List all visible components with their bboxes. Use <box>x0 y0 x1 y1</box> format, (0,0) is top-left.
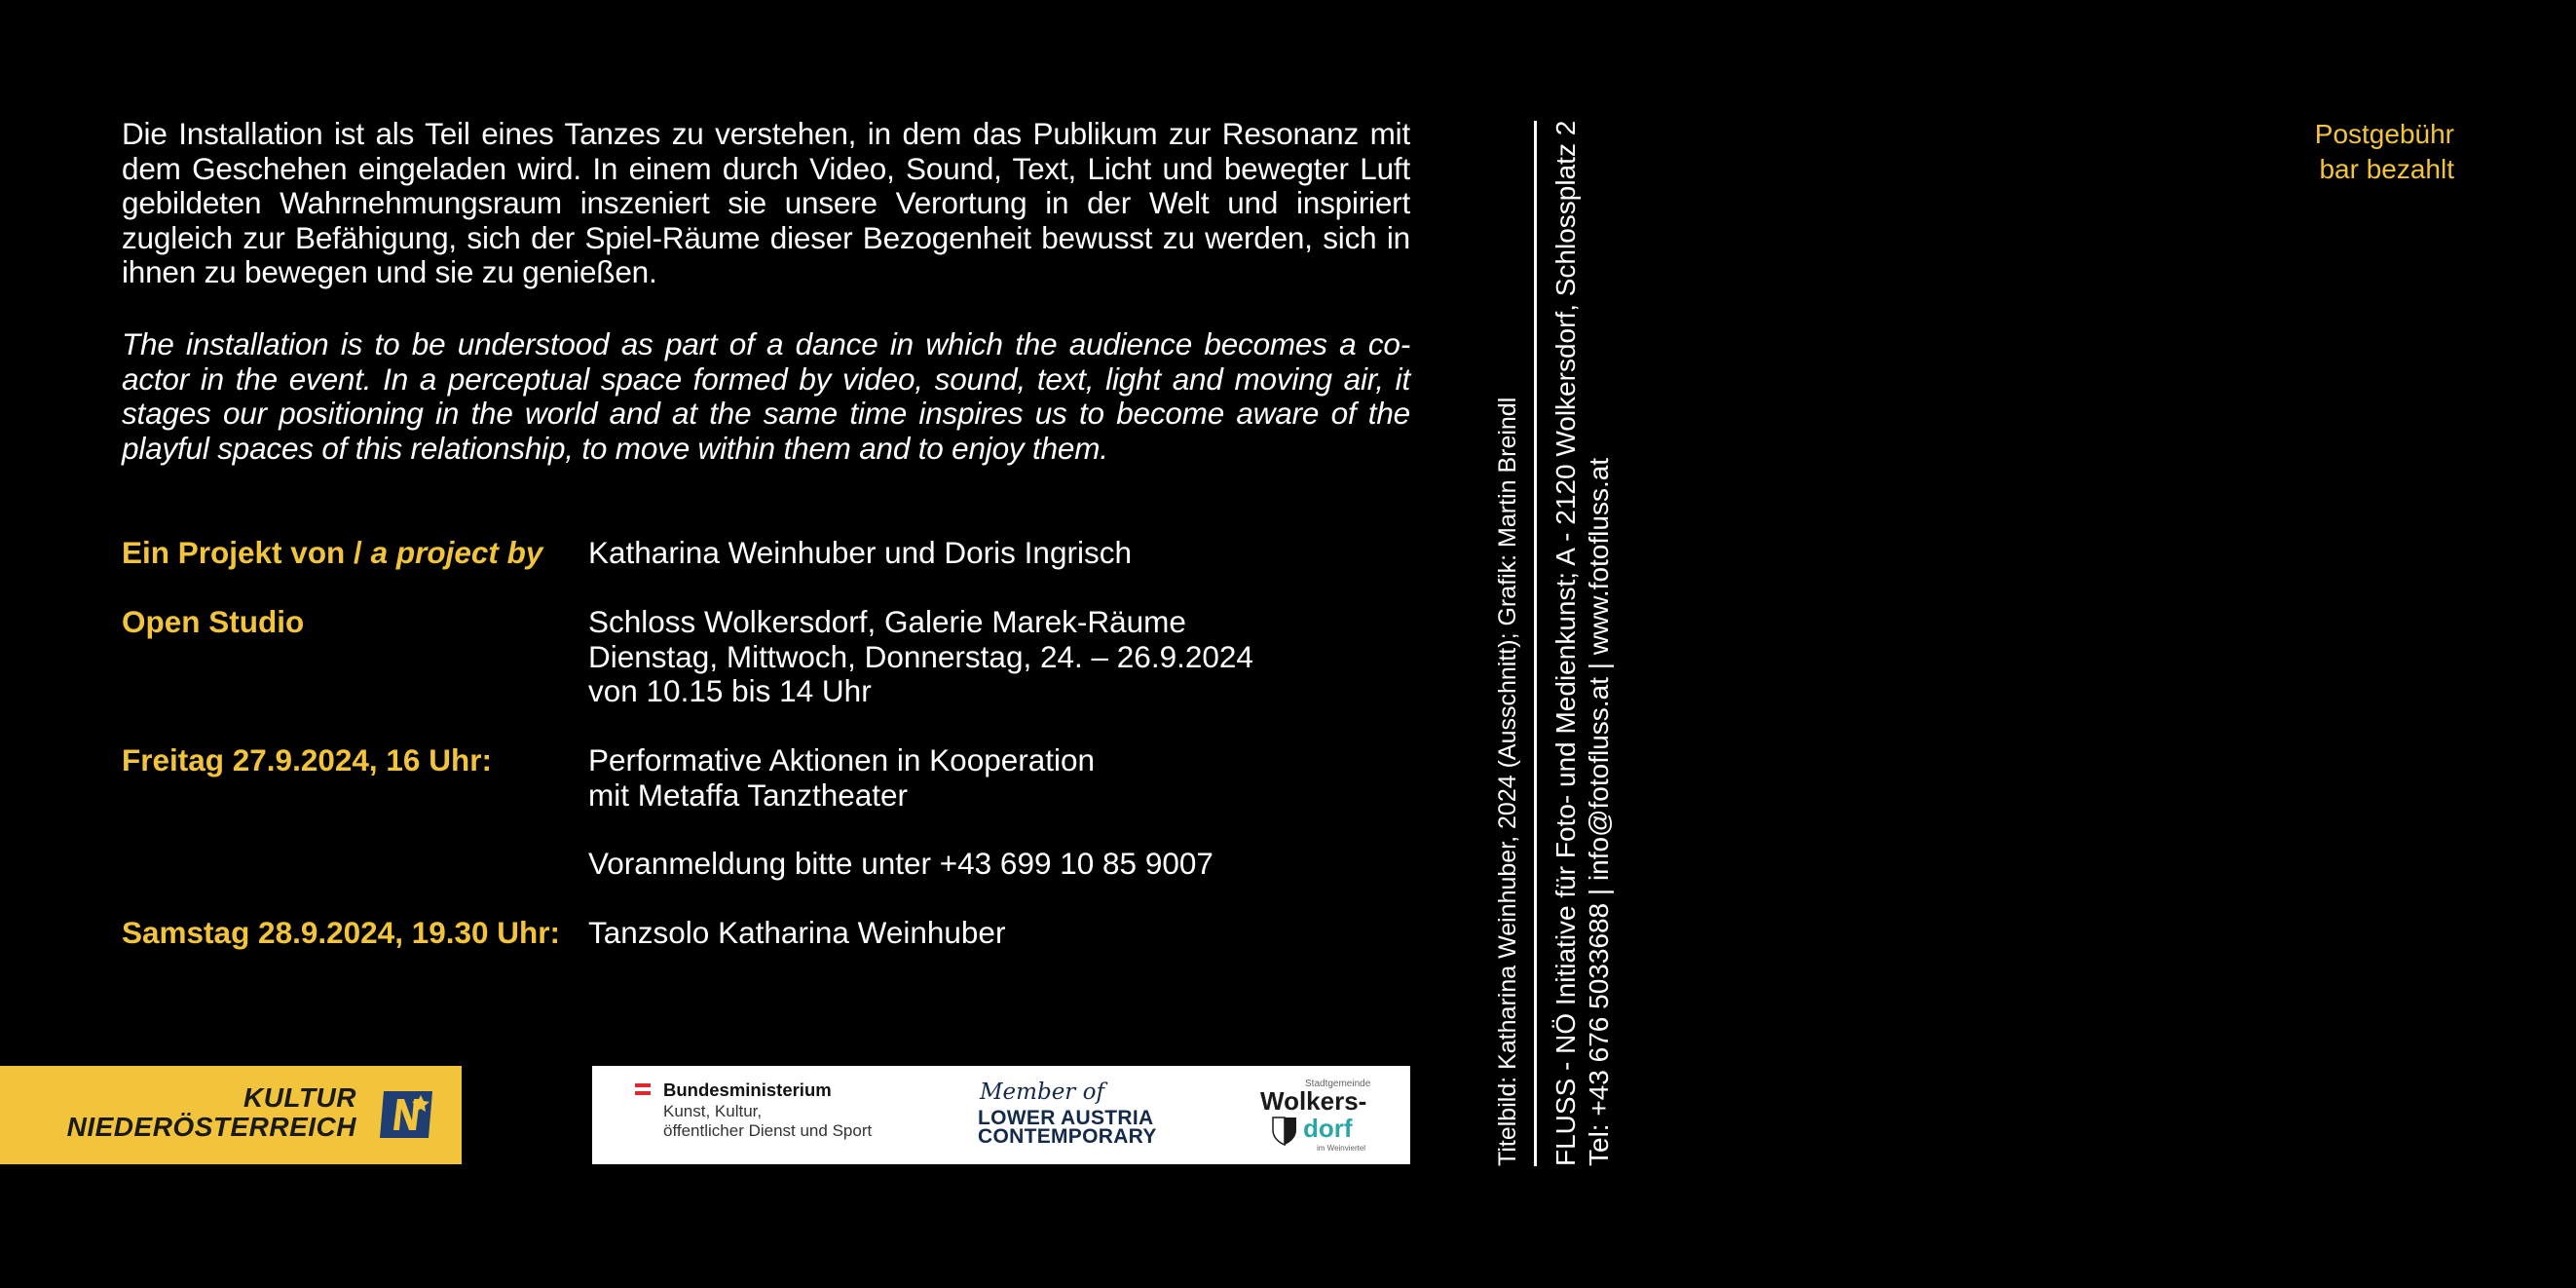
ministry-subtitle-line-1: Kunst, Kultur, <box>663 1102 763 1120</box>
project-label-en: a project by <box>370 535 543 570</box>
ministry-subtitle <box>663 1102 872 1141</box>
kultur-niederoesterreich-logo <box>0 1066 462 1164</box>
friday-line-1: Performative Aktionen in Kooperation <box>588 742 1096 777</box>
project-label-de: Ein Projekt von / <box>122 535 371 570</box>
saturday-value: Tanzsolo Katharina Weinhuber <box>588 915 1006 950</box>
project-label <box>122 536 542 571</box>
wolkersdorf-line-2: dorf <box>1303 1114 1353 1143</box>
kultur-n-icon <box>378 1087 434 1142</box>
ministry-title: Bundesministerium <box>663 1080 832 1100</box>
coat-of-arms-icon <box>1272 1117 1297 1146</box>
intro-german: Die Installation ist als Teil eines Tanzes zu verstehen, in dem das Publikum zur Resonanz mit dem Geschehen eingeladen wird. In einem durch Video, Sound, Text, Licht und bewegter Luft gebildeten Wahrnehmungsraum inszeniert sie unsere Verortung in der Welt und inspiriert zugleich zur Befähigung, sich der Spiel-Räume dieser Bezogenheit bewusst zu werden, sich in ihnen zu bewegen und sie zu genießen. <box>122 116 1410 289</box>
wolkersdorf-name: Wolkers- <box>1260 1086 1367 1116</box>
studio-hours: von 10.15 bis 14 Uhr <box>588 673 872 708</box>
wolkersdorf-foot-text: im Weinviertel <box>1317 1144 1366 1153</box>
wolkersdorf-line-1 <box>1260 1086 1367 1116</box>
studio-label: Open Studio <box>122 604 305 639</box>
austrian-flag-icon <box>635 1083 651 1095</box>
sponsor-logos <box>592 1066 1410 1164</box>
intro-english: The installation is to be understood as part of a dance in which the audience becomes a co-actor in the event. In a perceptual space formed by video, sound, text, light and moving air, it stages our positioning in the world and at the same time inspires us to become aware of the playful spaces of this relationship, to move within them and to enjoy them. <box>122 326 1410 466</box>
lower-austria-contemporary-logo <box>974 1080 1169 1148</box>
lac-member-of: Member of <box>980 1080 1104 1105</box>
wolkersdorf-logo <box>1258 1076 1395 1154</box>
studio-details <box>588 605 1253 709</box>
lac-line-1: LOWER AUSTRIA <box>978 1107 1154 1129</box>
project-value: Katharina Weinhuber und Doris Ingrisch <box>588 535 1132 570</box>
postage-note <box>2315 117 2454 187</box>
kultur-logo-line-1: KULTUR <box>243 1082 356 1113</box>
vertical-divider <box>1534 121 1537 1166</box>
saturday-label: Samstag 28.9.2024, 19.30 Uhr: <box>122 915 561 950</box>
postage-line-2: bar bezahlt <box>2319 154 2454 184</box>
friday-label: Freitag 27.9.2024, 16 Uhr: <box>122 742 492 777</box>
fluss-contact <box>1549 121 1616 1166</box>
ministry-subtitle-line-2: öffentlicher Dienst und Sport <box>663 1121 873 1140</box>
friday-details <box>588 743 1095 813</box>
registration-info: Voranmeldung bitte unter +43 699 10 85 9007 <box>588 846 1213 881</box>
friday-line-2: mit Metaffa Tanztheater <box>588 777 909 813</box>
lac-line-2: CONTEMPORARY <box>978 1125 1157 1148</box>
postage-line-1: Postgebühr <box>2314 119 2454 149</box>
image-credit: Titelbild: Katharina Weinhuber, 2024 (Ausschnitt); Grafik: Martin Breindl <box>1494 397 1521 1166</box>
fluss-address: FLUSS - NÖ Initiative für Foto- und Medienkunst; A - 2120 Wolkersdorf, Schlossplatz 2 <box>1550 120 1581 1166</box>
kultur-logo-text <box>67 1083 356 1142</box>
wolkersdorf-small-text: Stadtgemeinde <box>1305 1079 1371 1089</box>
studio-location: Schloss Wolkersdorf, Galerie Marek-Räume <box>588 604 1186 639</box>
fluss-contact-line: Tel: +43 676 5033688 | info@fotofluss.at | www.fotofluss.at <box>1584 457 1614 1166</box>
studio-dates: Dienstag, Mittwoch, Donnerstag, 24. – 26.9.2024 <box>588 638 1253 674</box>
kultur-logo-line-2: NIEDERÖSTERREICH <box>66 1112 356 1142</box>
